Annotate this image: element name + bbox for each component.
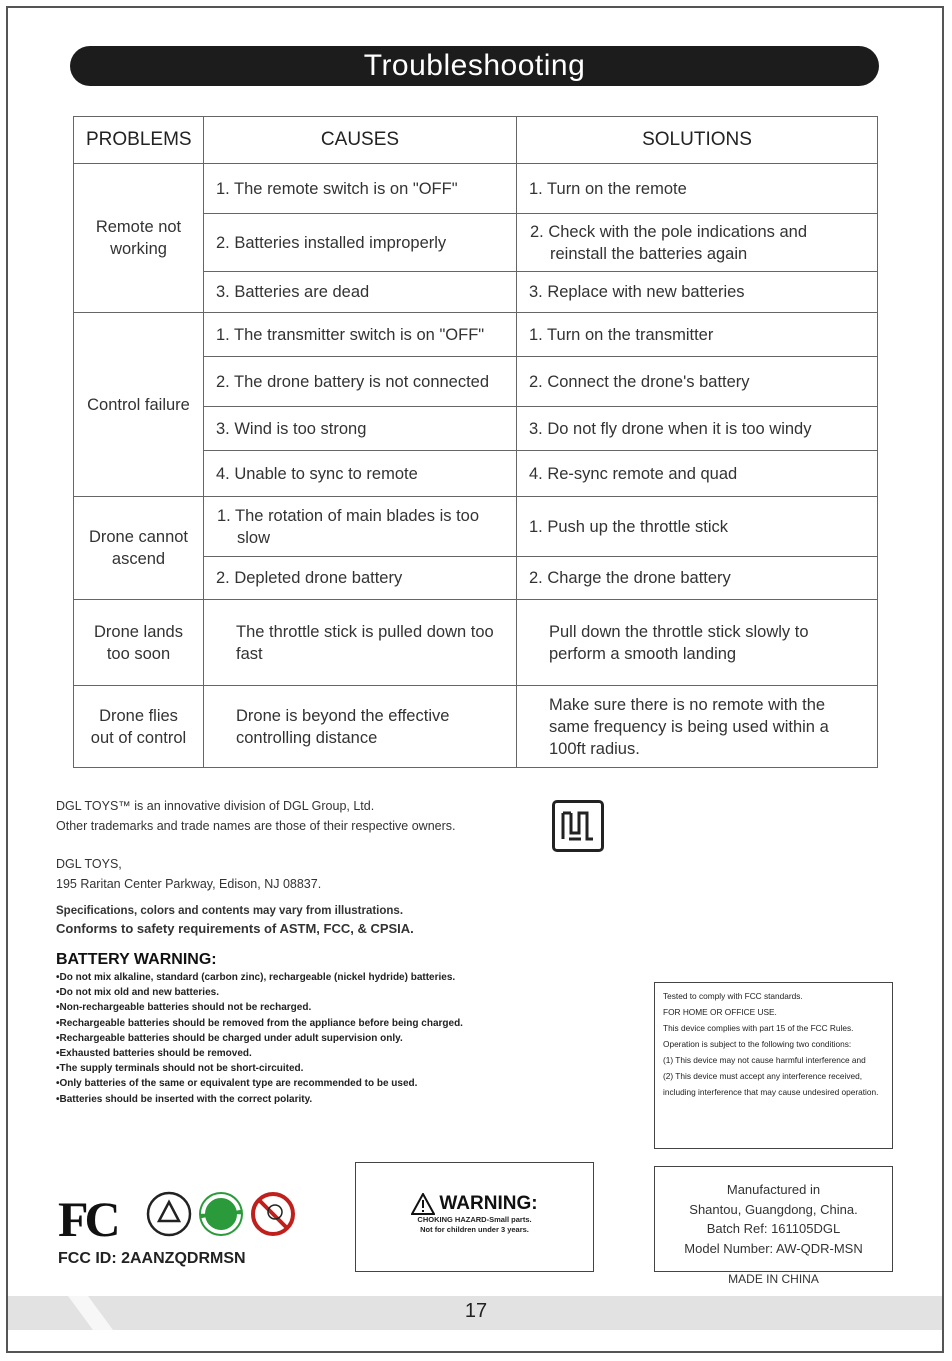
manufacture-box (654, 1166, 893, 1272)
age-restriction-icon (250, 1191, 296, 1237)
solution-cell: Make sure there is no remote with the same frequency is being used within a 100ft radius. (517, 686, 878, 768)
solution-cell: Pull down the throttle stick slowly to perform a smooth landing (517, 600, 878, 686)
warning-icon (411, 1193, 435, 1215)
cause-cell: 1. The rotation of main blades is too slow (204, 497, 517, 557)
cause-cell: 1. The transmitter switch is on "OFF" (204, 313, 517, 357)
warning-line-2: Not for children under 3 years. (420, 1225, 529, 1234)
cause-cell: 1. The remote switch is on "OFF" (204, 164, 517, 214)
fcc-logo: FC (58, 1191, 117, 1247)
troubleshooting-table (73, 116, 878, 768)
made-in-label: MADE IN CHINA (728, 1272, 819, 1286)
page-number: 17 (464, 1300, 488, 1322)
solution-cell: 2. Connect the drone's battery (517, 357, 878, 407)
spec-notice (56, 902, 414, 938)
list-item: • Do not mix old and new batteries. (56, 985, 463, 1000)
cause-cell: 2. Batteries installed improperly (204, 214, 517, 272)
header-solutions: SOLUTIONS (517, 117, 878, 164)
company-address (56, 854, 321, 894)
company-street: 195 Raritan Center Parkway, Edison, NJ 08837. (56, 877, 322, 891)
company-line-2: Other trademarks and trade names are those of their respective owners. (56, 819, 456, 833)
table-row (74, 497, 878, 557)
fcc-statement-box (654, 982, 893, 1149)
list-item: • Do not mix alkaline, standard (carbon zinc), rechargeable (nickel hydride) batteries. (56, 970, 463, 985)
warning-title: WARNING: (439, 1193, 538, 1214)
list-item: • Non-rechargeable batteries should not be recharged. (56, 1000, 463, 1015)
solution-cell: 2. Charge the drone battery (517, 557, 878, 600)
table-row (74, 686, 878, 768)
header-causes: CAUSES (204, 117, 517, 164)
table-header-row (74, 117, 878, 164)
list-item: • Rechargeable batteries should be charged under adult supervision only. (56, 1031, 463, 1046)
table-row (74, 164, 878, 214)
list-item: • Only batteries of the same or equivalent type are recommended to be used. (56, 1076, 463, 1091)
problem-cell: Drone flies out of control (74, 686, 204, 768)
certification-icons (146, 1191, 296, 1237)
recycle-icon (146, 1191, 192, 1237)
problem-cell: Drone cannot ascend (74, 497, 204, 600)
header-problems: PROBLEMS (74, 117, 204, 164)
solution-cell: 3. Replace with new batteries (517, 272, 878, 313)
problem-cell: Remote not working (74, 164, 204, 313)
company-line-1: DGL TOYS™ is an innovative division of DGL Group, Ltd. (56, 799, 375, 813)
table-row (74, 600, 878, 686)
conforms-text: Conforms to safety requirements of ASTM, FCC, & CPSIA. (56, 921, 414, 936)
battery-warning-title: BATTERY WARNING: (56, 951, 217, 968)
cause-cell: Drone is beyond the effective controlling distance (204, 686, 517, 768)
company-notice (56, 796, 456, 836)
cause-cell: The throttle stick is pulled down too fast (204, 600, 517, 686)
manufacture-line: Model Number: AW-QDR-MSN (684, 1240, 863, 1256)
fcc-line: (1) This device may not cause harmful interference and (663, 1055, 866, 1065)
solution-cell: 4. Re-sync remote and quad (517, 451, 878, 497)
solution-cell: 1. Push up the throttle stick (517, 497, 878, 557)
list-item: • Exhausted batteries should be removed. (56, 1046, 463, 1061)
manufacture-line: Batch Ref: 161105DGL (706, 1221, 841, 1236)
fcc-line: Tested to comply with FCC standards. (663, 991, 803, 1001)
problem-cell: Control failure (74, 313, 204, 497)
solution-cell: 2. Check with the pole indications and reinstall the batteries again (517, 214, 878, 272)
solution-cell: 1. Turn on the transmitter (517, 313, 878, 357)
choking-warning-box (355, 1162, 594, 1272)
fcc-line: FOR HOME OR OFFICE USE. (663, 1007, 777, 1017)
solution-cell: 1. Turn on the remote (517, 164, 878, 214)
cause-cell: 4. Unable to sync to remote (204, 451, 517, 497)
list-item: • The supply terminals should not be short-circuited. (56, 1061, 463, 1076)
dgl-logo-icon (555, 803, 601, 849)
battery-warning-list (56, 970, 463, 1107)
fcc-line: (2) This device must accept any interference received, including interference that may cause undesired operation. (663, 1071, 879, 1097)
manufacture-line: Manufactured in (726, 1182, 821, 1197)
green-dot-icon (198, 1191, 244, 1237)
fcc-line: This device complies with part 15 of the FCC Rules. Operation is subject to the following two conditions: (663, 1023, 854, 1049)
warning-line-1: CHOKING HAZARD-Small parts. (417, 1215, 532, 1224)
dgl-logo (552, 800, 604, 852)
manufacture-line: Shantou, Guangdong, China. (689, 1201, 858, 1217)
company-name: DGL TOYS, (56, 857, 122, 871)
list-item: • Rechargeable batteries should be removed from the appliance before being charged. (56, 1016, 463, 1031)
fcc-id: FCC ID: 2AANZQDRMSN (58, 1250, 246, 1267)
spec-text: Specifications, colors and contents may vary from illustrations. (56, 905, 404, 917)
cause-cell: 2. Depleted drone battery (204, 557, 517, 600)
cause-cell: 2. The drone battery is not connected (204, 357, 517, 407)
list-item: • Batteries should be inserted with the correct polarity. (56, 1092, 463, 1107)
solution-cell: 3. Do not fly drone when it is too windy (517, 407, 878, 451)
cause-cell: 3. Batteries are dead (204, 272, 517, 313)
cause-cell: 3. Wind is too strong (204, 407, 517, 451)
problem-cell: Drone lands too soon (74, 600, 204, 686)
table-row (74, 313, 878, 357)
page-title: Troubleshooting (70, 46, 879, 86)
